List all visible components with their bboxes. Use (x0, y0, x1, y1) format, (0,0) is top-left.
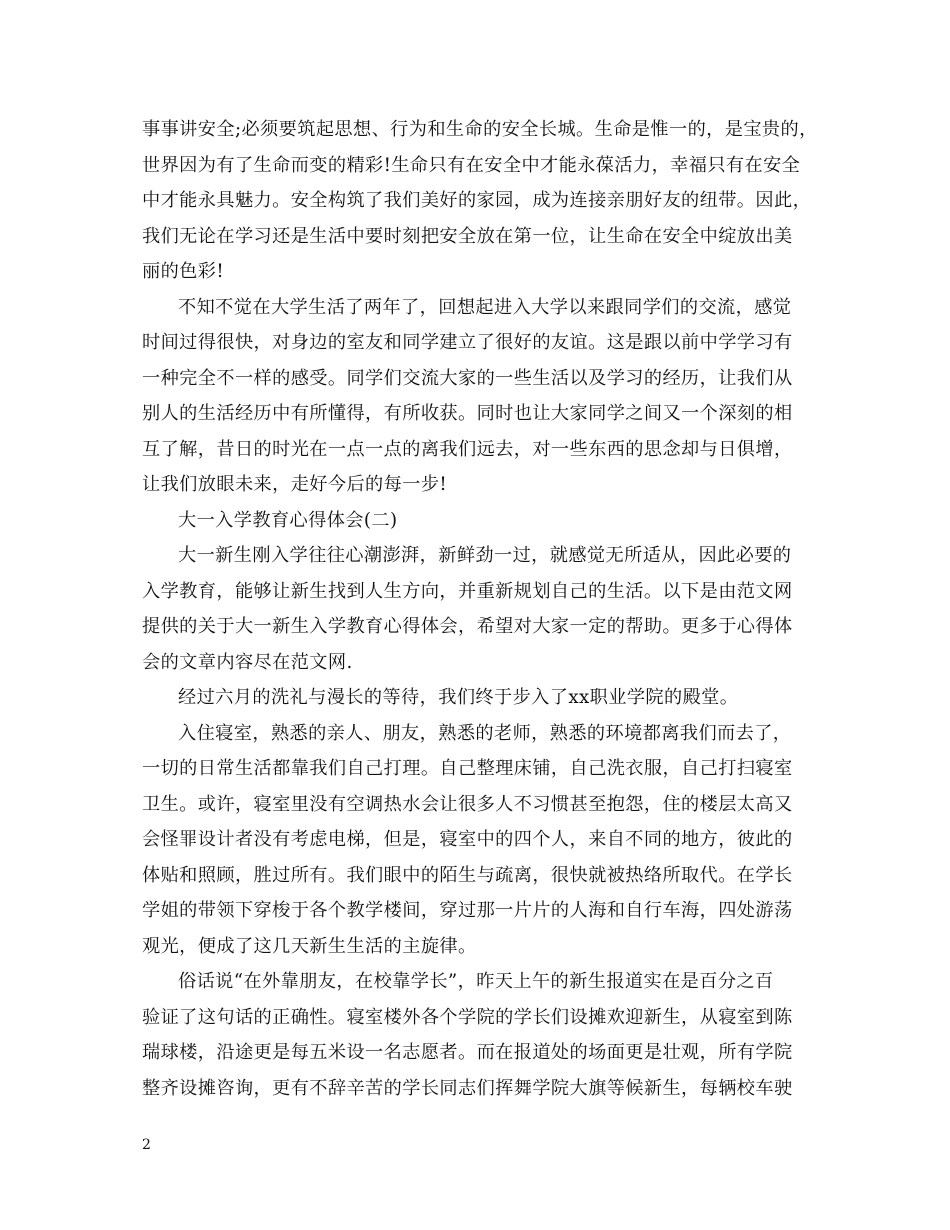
text-line: 时间过得很快，对身边的室友和同学建立了很好的友谊。这是跟以前中学学习有 (142, 332, 793, 353)
document-body (142, 112, 832, 1106)
paragraph-first-line: 入住寝室，熟悉的亲人、朋友，熟悉的老师，熟悉的环境都离我们而去了， (178, 722, 792, 744)
text-line: 互了解，昔日的时光在一点一点的离我们远去，对一些东西的思念却与日俱增， (142, 438, 793, 460)
text-line: 验证了这句话的正确性。寝室楼外各个学院的学长们设摊欢迎新生，从寝室到陈 (142, 1006, 793, 1028)
text-line: 体贴和照顾，胜过所有。我们眼中的陌生与疏离，很快就被热络所取代。在学长 (142, 864, 793, 886)
text-line: 观光，便成了这几天新生生活的主旋律。 (142, 935, 477, 957)
text-line: 会的文章内容尽在范文网. (142, 651, 353, 673)
text-line: 学姐的带领下穿梭于各个教学楼间，穿过那一片片的人海和自行车海，四处游荡 (142, 900, 793, 921)
text-line: 整齐设摊咨询，更有不辞辛苦的学长同志们挥舞学院大旗等候新生，每辆校车驶 (142, 1077, 793, 1099)
text-line: 别人的生活经历中有所懂得，有所收获。同时也让大家同学之间又一个深刻的相 (142, 403, 793, 424)
text-line: 会怪罪设计者没有考虑电梯，但是，寝室中的四个人，来自不同的地方，彼此的 (142, 829, 793, 850)
text-line: 入学教育，能够让新生找到人生方向，并重新规划自己的生活。以下是由范文网 (142, 580, 793, 602)
text-line: 中才能永具魅力。安全构筑了我们美好的家园，成为连接亲朋好友的纽带。因此， (142, 190, 812, 211)
text-line: 丽的色彩! (142, 261, 225, 282)
text-line: 提供的关于大一新生入学教育心得体会，希望对大家一定的帮助。更多于心得体 (142, 616, 793, 637)
paragraph-first-line: 经过六月的洗礼与漫长的等待，我们终于步入了xx职业学院的殿堂。 (178, 687, 739, 708)
text-line: 我们无论在学习还是生活中要时刻把安全放在第一位，让生命在安全中绽放出美 (142, 225, 793, 247)
text-line: 一切的日常生活都靠我们自己打理。自己整理床铺，自己洗衣服，自己打扫寝室 (142, 758, 793, 779)
page-number: 2 (142, 1137, 151, 1153)
text-line: 卫生。或许，寝室里没有空调热水会让很多人不习惯甚至抱怨，住的楼层太高又 (142, 793, 793, 815)
text-line: 瑞球楼，沿途更是每五米设一名志愿者。而在报道处的场面更是壮观，所有学院 (142, 1042, 793, 1063)
paragraph-first-line: 不知不觉在大学生活了两年了，回想起进入大学以来跟同学们的交流，感觉 (178, 296, 792, 318)
text-line: 事事讲安全;必须要筑起思想、行为和生命的安全长城。生命是惟一的，是宝贵的， (142, 119, 818, 140)
paragraph-first-line: 大一新生刚入学往往心潮澎湃，新鲜劲一过，就感觉无所适从，因此必要的 (178, 545, 792, 566)
text-line: 让我们放眼未来，走好今后的每一步! (142, 474, 448, 495)
text-line: 世界因为有了生命而变的精彩!生命只有在安全中才能永葆活力，幸福只有在安全 (142, 154, 801, 176)
section-heading: 大一入学教育心得体会(二) (178, 509, 398, 531)
paragraph-first-line: 俗话说“在外靠朋友，在校靠学长”，昨天上午的新生报道实在是百分之百 (178, 971, 774, 992)
text-line: 一种完全不一样的感受。同学们交流大家的一些生活以及学习的经历，让我们从 (142, 367, 793, 389)
